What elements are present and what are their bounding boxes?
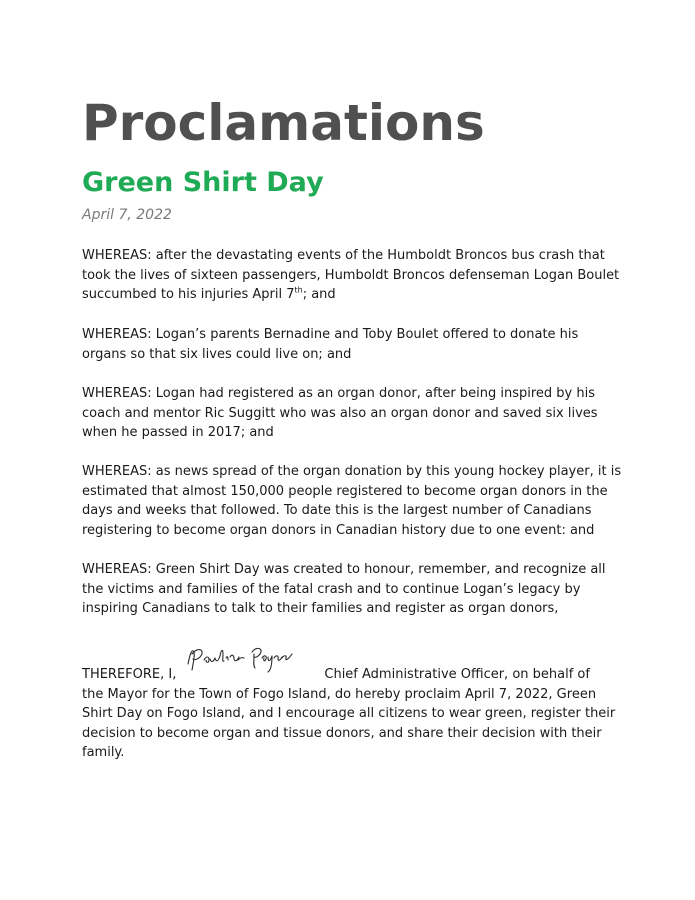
- paragraph-text: THEREFORE, I,: [82, 667, 177, 682]
- paragraph-line: days and weeks that followed. To date this is the largest number of Canadians: [82, 503, 592, 518]
- paragraph-line: Shirt Day on Fogo Island, and I encourage all citizens to wear green, register their: [82, 706, 616, 721]
- paragraph-line: coach and mentor Ric Suggitt who was also an organ donor and saved six lives: [82, 405, 598, 421]
- paragraph-text: ; and: [302, 287, 336, 302]
- paragraph-text: Chief Administrative Officer, on behalf of: [324, 667, 590, 682]
- whereas-paragraph-1: [82, 246, 642, 305]
- proclamation-subtitle: Green Shirt Day: [82, 167, 324, 198]
- paragraph-text: succumbed to his injuries April 7: [82, 287, 295, 302]
- paragraph-line: inspiring Canadians to talk to their families and register as organ donors,: [82, 601, 559, 616]
- paragraph-line: [82, 665, 642, 685]
- paragraph-line: WHEREAS: Logan had registered as an organ donor, after being inspired by his: [82, 386, 596, 401]
- paragraph-line: WHEREAS: Logan’s parents Bernadine and Toby Boulet offered to donate his: [82, 327, 579, 342]
- paragraph-line: took the lives of sixteen passengers, Humboldt Broncos defenseman Logan Boulet: [82, 267, 620, 283]
- paragraph-line: WHEREAS: Green Shirt Day was created to honour, remember, and recognize all: [82, 562, 606, 577]
- paragraph-line: WHEREAS: after the devastating events of the Humboldt Broncos bus crash that: [82, 248, 605, 263]
- whereas-paragraph-2: [82, 325, 642, 364]
- paragraph-line: organs so that six lives could live on; and: [82, 346, 352, 362]
- paragraph-line: family.: [82, 745, 125, 760]
- paragraph-line: estimated that almost 150,000 people registered to become organ donors in the: [82, 483, 608, 499]
- page-title: Proclamations: [82, 94, 485, 152]
- whereas-paragraph-4: [82, 462, 642, 540]
- paragraph-line: decision to become organ and tissue donors, and share their decision with their: [82, 725, 602, 741]
- paragraph-line: registering to become organ donors in Canadian history due to one event: and: [82, 522, 595, 538]
- paragraph-line: the victims and families of the fatal crash and to continue Logan’s legacy by: [82, 581, 581, 597]
- whereas-paragraph-5: [82, 560, 642, 619]
- paragraph-line: WHEREAS: as news spread of the organ donation by this young hockey player, it is: [82, 464, 622, 479]
- ordinal-suffix: th: [294, 285, 303, 295]
- paragraph-line: [82, 285, 642, 305]
- paragraph-line: when he passed in 2017; and: [82, 425, 274, 440]
- paragraph-line: the Mayor for the Town of Fogo Island, do hereby proclaim April 7, 2022, Green: [82, 686, 597, 702]
- proclamation-date: April 7, 2022: [82, 207, 172, 223]
- therefore-paragraph: [82, 665, 642, 763]
- whereas-paragraph-3: [82, 384, 642, 443]
